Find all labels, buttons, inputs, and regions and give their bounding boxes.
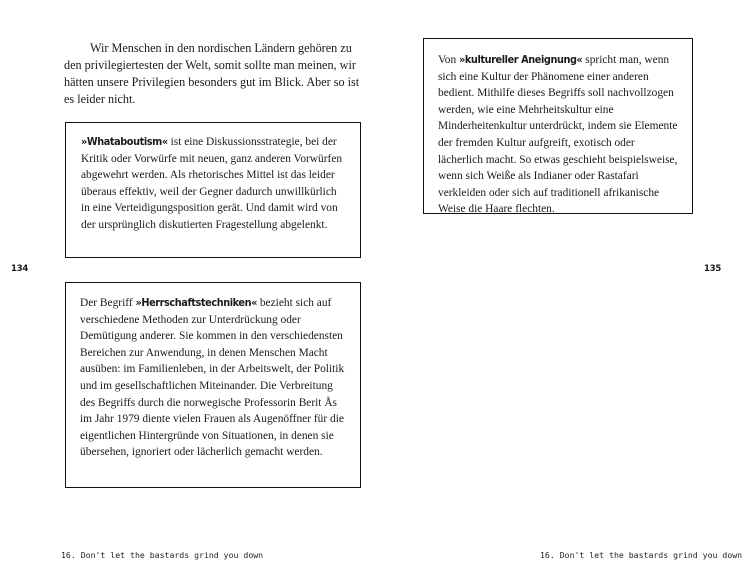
box-paragraph	[80, 295, 346, 461]
intro-paragraph: Wir Menschen in den nordischen Ländern gehören zu den privilegiertesten der Welt, somit sollte man meinen, wir hätten unsere Privilegien besonders gut im Blick. Aber so ist es leider nicht.	[64, 41, 360, 106]
definition-prefix: Der Begriff	[80, 297, 136, 309]
page-number-right: 135	[704, 264, 722, 274]
term-kulturelle-aneignung: »kultureller Aneignung«	[459, 53, 583, 66]
definition-text: spricht man, wenn sich eine Kultur der Phänomene einer anderen bedient. Mithilfe dieses Begriffs soll nachvollzogen werden, wie eine Mehrheitskultur eine Minderheitenkultur unterdrückt, indem sie Elemente der fremden Kultur aufgreift, exotisch oder lächerlich macht. So etwas geschieht beispielsweise, wenn sich Weiße als Indianer oder Rastafari verkleiden oder sich auf traditionell afrikanische Weise die Haare flechten.	[438, 54, 678, 216]
term-herrschaftstechniken: »Herrschaftstechniken«	[135, 296, 258, 309]
herrschaftstechniken-definition-box	[65, 282, 361, 488]
box-paragraph	[81, 134, 346, 234]
definition-text: bezieht sich auf verschiedene Methoden zur Unterdrückung oder Demütigung anderer. Sie kommen in den verschiedensten Bereichen zur Anwendung, in denen Menschen Macht ausüben: im Familienleben, in der Arbeitswelt, der Politik und im gesellschaftlichen Miteinander. Die Verbreitung des Begriffs durch die norwegische Professorin Berit Ås im Jahr 1979 diente vielen Frauen als Augenöffner für die eigentlichen Hintergründe von Situationen, in denen sie übersehen, ignoriert oder lächerlich gemacht werden.	[80, 297, 345, 459]
term-whataboutism: »Whataboutism«	[81, 135, 168, 148]
definition-text: ist eine Diskussionsstrategie, bei der Kritik oder Vorwürfe mit neuen, ganz anderen Vorwürfen abgewehrt werden. Als rhetorisches Mittel ist das leider überaus effektiv, weil der Gegner dadurch unwillkürlich in eine Verteidigungsposition gerät. Und damit wird von der ursprünglich diskutierten Fragestellung abgelenkt.	[81, 136, 343, 231]
right-page	[375, 0, 750, 576]
running-footer-left: 16. Don't let the bastards grind you down	[61, 550, 264, 560]
running-footer-right: 16. Don't let the bastards grind you down	[540, 550, 743, 560]
box-paragraph	[438, 52, 678, 218]
whataboutism-definition-box	[65, 122, 361, 258]
definition-prefix: Von	[438, 54, 459, 66]
kulturelle-aneignung-definition-box	[423, 38, 693, 214]
page-number-left: 134	[11, 264, 29, 274]
